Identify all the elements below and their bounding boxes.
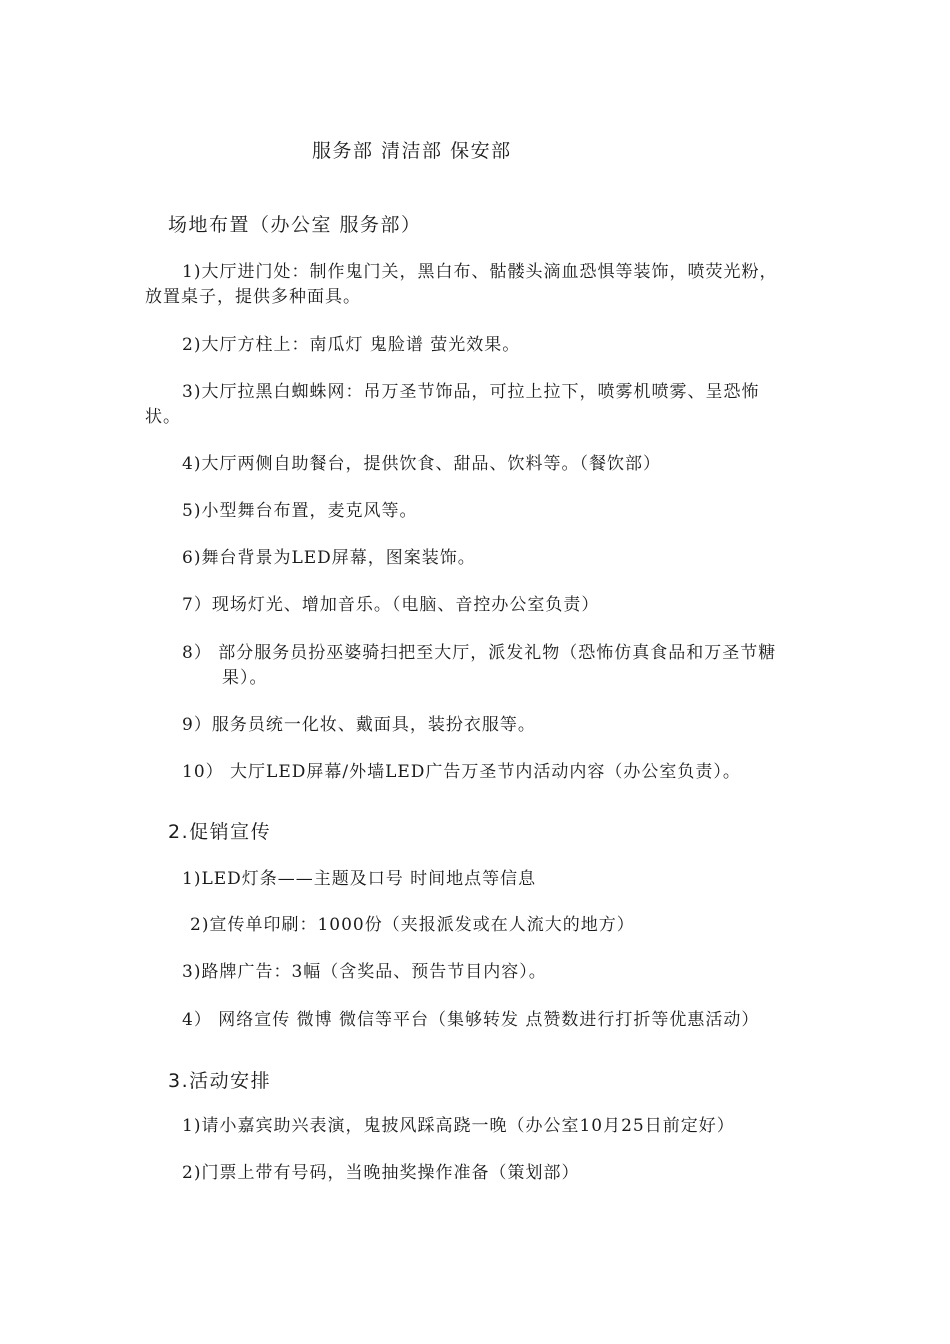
venue-section-title: 场地布置（办公室 服务部） (168, 214, 422, 236)
departments-heading: 服务部 清洁部 保安部 (312, 140, 512, 162)
promo-section-title: 2.促销宣传 (168, 821, 272, 843)
schedule-section-title: 3.活动安排 (168, 1070, 272, 1092)
venue-item-5: 5)小型舞台布置，麦克风等。 (182, 501, 418, 521)
venue-item-3-line-2: 状。 (145, 407, 181, 427)
venue-item-8-line-1: 8） 部分服务员扮巫婆骑扫把至大厅，派发礼物（恐怖仿真食品和万圣节糖 (182, 643, 777, 663)
promo-item-4: 4） 网络宣传 微博 微信等平台（集够转发 点赞数进行打折等优惠活动） (182, 1010, 760, 1030)
promo-item-1: 1)LED灯条——主题及口号 时间地点等信息 (182, 869, 537, 889)
venue-item-7: 7）现场灯光、增加音乐。（电脑、音控办公室负责） (182, 595, 600, 615)
venue-item-8-line-2: 果）。 (222, 668, 268, 688)
venue-item-6: 6)舞台背景为LED屏幕，图案装饰。 (182, 548, 476, 568)
venue-item-1-line-2: 放置桌子，提供多种面具。 (145, 287, 361, 307)
venue-item-2: 2)大厅方柱上：南瓜灯 鬼脸谱 萤光效果。 (182, 335, 521, 355)
venue-item-9: 9）服务员统一化妆、戴面具，装扮衣服等。 (182, 715, 536, 735)
venue-item-1-line-1: 1)大厅进门处：制作鬼门关，黑白布、骷髅头滴血恐惧等装饰，喷荧光粉， (182, 262, 778, 282)
venue-item-3-line-1: 3)大厅拉黑白蜘蛛网：吊万圣节饰品，可拉上拉下，喷雾机喷雾、呈恐怖 (182, 382, 760, 402)
schedule-item-2: 2)门票上带有号码，当晚抽奖操作准备（策划部） (182, 1163, 580, 1183)
schedule-item-1: 1)请小嘉宾助兴表演，鬼披风踩高跷一晚（办公室10月25日前定好） (182, 1116, 735, 1136)
promo-item-3: 3)路牌广告：3幅（含奖品、预告节目内容）。 (182, 962, 547, 982)
venue-item-10: 10） 大厅LED屏幕/外墙LED广告万圣节内活动内容（办公室负责）。 (182, 762, 741, 782)
venue-item-4: 4)大厅两侧自助餐台，提供饮食、甜品、饮料等。（餐饮部） (182, 454, 661, 474)
promo-item-2: 2)宣传单印刷：1000份（夹报派发或在人流大的地方） (190, 915, 635, 935)
